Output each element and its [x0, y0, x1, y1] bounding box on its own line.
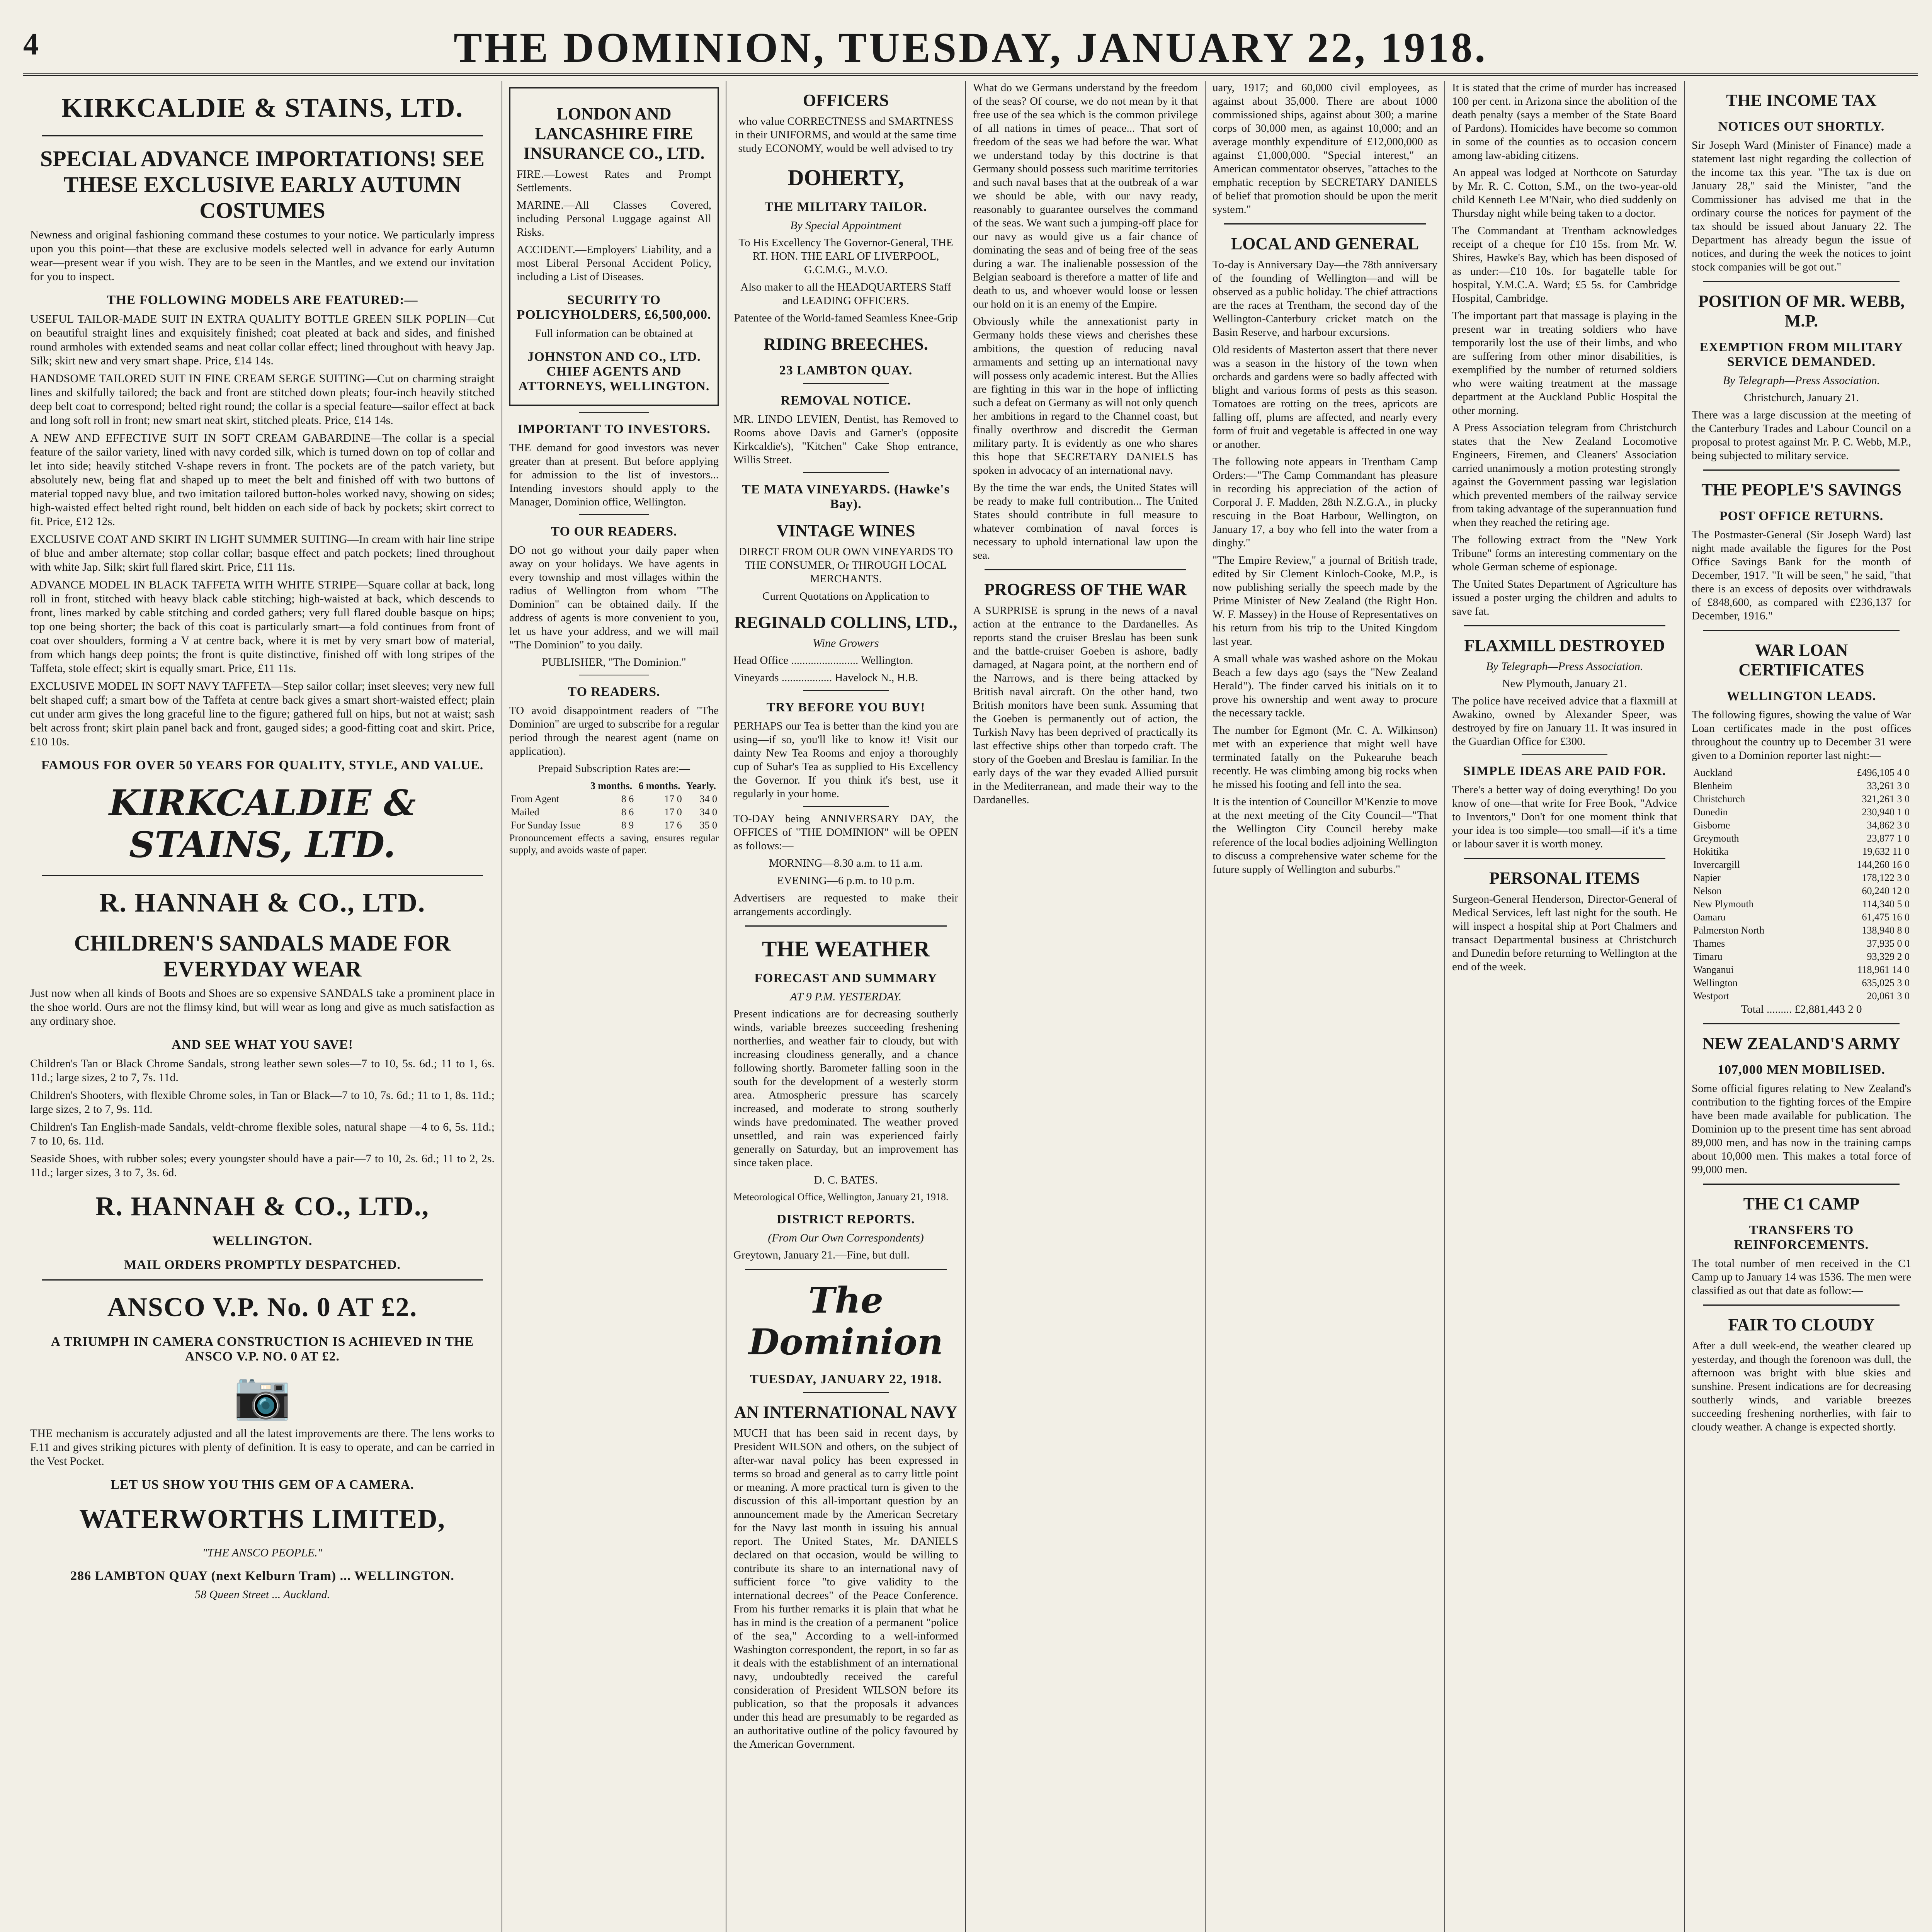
article-byline: By Telegraph—Press Association.	[1723, 374, 1880, 387]
loan-town: Palmerston North	[1693, 925, 1765, 936]
loan-town: Nelson	[1693, 885, 1722, 896]
article-byline: By Telegraph—Press Association.	[1486, 660, 1643, 673]
rates-cell: 34 0	[699, 806, 717, 818]
article-body: The Commandant at Trentham acknowledges receipt of a cheque for £10 15s. from Mr. W. Shires, Hawke's Bay, which has been disposed of as under:—£10 10s. for bagatelle table for hospital, Y.M.C.A. Ward; £5 5s. for Cambridge Hospital, Cambridge.	[1452, 224, 1677, 304]
table-row	[1692, 779, 1911, 793]
loan-value: 230,940 1 0	[1862, 806, 1910, 818]
insurance-line: ACCIDENT.—Employers' Liability, and a most Liberal Personal Accident Policy, including a List of Diseases.	[517, 243, 711, 283]
column-7	[1685, 81, 1918, 1932]
loan-value: 635,025 3 0	[1862, 977, 1910, 988]
article-body: The total number of men received in the C1 Camp up to January 14 was 1536. The men were classified as out that date as follow:—	[1692, 1257, 1911, 1297]
ad-item: EXCLUSIVE COAT AND SKIRT IN LIGHT SUMMER SUITING—In cream with hair line stripe of blue and amber alternate; stop collar collar; basque effect and patch pockets; lined throughout with white Jap. Silk; skirt full flared skirt. Price, £11 11s.	[30, 533, 495, 573]
notice-body: DO not go without your daily paper when away on your holidays. We have agents in every township and most villages within the radius of Wellington from whom "The Dominion" can be obtained daily. If the address of agents is more convenient to you, let us have your address, and we will mail "The Dominion" to you daily.	[509, 544, 719, 651]
ad-mail: MAIL ORDERS PROMPTLY DESPATCHED.	[124, 1258, 401, 1272]
loan-town: Auckland	[1693, 767, 1733, 778]
insurance-name: LONDON AND LANCASHIRE FIRE INSURANCE CO., LTD.	[523, 104, 705, 163]
article-heading: THE C1 CAMP	[1743, 1194, 1860, 1213]
ad-heading: OFFICERS	[803, 91, 889, 110]
ad-brand: REGINALD COLLINS, LTD.,	[734, 613, 957, 632]
article-subheading: NOTICES OUT SHORTLY.	[1718, 119, 1885, 134]
article-body: The important part that massage is playing in the present war in treating soldiers who have temporarily lost the use of their limbs, and who are suffering from other minor disabilities, is exemplified by the number of returned soldiers who were waiting treatment at the massage department at the Auckland Public Hospital the other morning.	[1452, 310, 1677, 417]
divider	[803, 383, 889, 384]
divider	[803, 806, 889, 807]
notice-body: Advertisers are requested to make their arrangements accordingly.	[733, 892, 958, 918]
rates-label: For Sunday Issue	[511, 820, 581, 831]
ad-location: WELLINGTON.	[212, 1234, 313, 1248]
ad-brand: R. HANNAH & CO., LTD.	[99, 888, 426, 918]
article-body: Obviously while the annexationist party in Germany holds these views and cherishes these ambitions, the question of reducing naval armaments and setting up an international navy will possess only academic interest. But the Allies are fighting in this war in the hope of inflicting such a defeat on Germany as will not only quench her ambitions in regard to the Channel coast, but finally overthrow and discredit the German military party. It is evidently as one who shares this hope that SECRETARY DANIELS has spoken in advocacy of an international navy.	[973, 315, 1198, 476]
loan-value: 37,935 0 0	[1867, 938, 1910, 949]
table-row	[509, 819, 719, 832]
article-heading: POSITION OF MR. WEBB, M.P.	[1698, 292, 1905, 330]
section-time: AT 9 P.M. YESTERDAY.	[790, 990, 902, 1003]
article-office: Meteorological Office, Wellington, January 21, 1918.	[733, 1191, 949, 1202]
article-body: What do we Germans understand by the freedom of the seas? Of course, we do not mean by it that free use of the sea which is the common privilege of all nations in times of peace... That sort of freedom of the seas we had before the war. What we understand today by this doctrine is that Germany should possess such maritime territories and such naval bases that at the outbreak of a war we should be able, with our navy ready, reasonably to guarantee ourselves the command of the seas. We want such a jumping-off place for our navy as would give us a fair chance of dominating the seas and of being free of the seas during a war. The inalienable possession of the Belgian seaboard is therefore a matter of life and death to us, and whoever would loose or lessen our hold on it is an enemy of the Empire.	[973, 82, 1198, 310]
article-body: Some official figures relating to New Zealand's contribution to the fighting forces of the Empire have been made available for publication. The Dominion up to the present time has sent abroad 89,000 men, and has now in the training camps about 10,000 men. This makes a total force of 99,000 men.	[1692, 1082, 1911, 1176]
ad-heading: SPECIAL ADVANCE IMPORTATIONS! SEE THESE EXCLUSIVE EARLY AUTUMN COSTUMES	[40, 146, 485, 223]
ad-cta: AND SEE WHAT YOU SAVE!	[172, 1037, 353, 1052]
ad-item: Seaside Shoes, with rubber soles; every youngster should have a pair—7 to 10, 2s. 6d.; 11 to 2, 2s. 11d.; larger sizes, 3 to 7, 3s. 6d.	[30, 1152, 495, 1179]
ad-item: EXCLUSIVE MODEL IN SOFT NAVY TAFFETA—Step sailor collar; inset sleeves; very new full belt shaped cuff; a smart bow of the Taffeta at centre back gives a smart short-waisted effect; plain cut under arm gives the long graceful line to the figure; gathered full on hips, but not at waist; sash belt across front; skirt plain panel back and front, gauged sides; a good-fitting coat and skirt. Price, £10 10s.	[30, 680, 495, 748]
ad-title: ANSCO V.P. No. 0 AT £2.	[107, 1293, 418, 1322]
article-heading: FLAXMILL DESTROYED	[1464, 636, 1665, 655]
article-dateline: Christchurch, January 21.	[1744, 391, 1859, 404]
ad-body: Patentee of the World-famed Seamless Knee-Grip	[734, 312, 958, 324]
article-body: It is the intention of Councillor M'Kenzie to move at the next meeting of the City Council—"That the Wellington City Council hereby make reference of the local bodies adjoining Wellington to discuss a comprehensive water scheme for the future supply of Wellington and suburbs."	[1213, 796, 1437, 876]
loan-town: Dunedin	[1693, 806, 1728, 818]
rates-cell: 17 6	[664, 820, 682, 831]
loan-value: 118,961 14 0	[1857, 964, 1910, 975]
ad-tagline: "THE ANSCO PEOPLE."	[202, 1546, 323, 1559]
rates-table	[509, 779, 719, 832]
rates-col-header: Yearly.	[686, 780, 716, 791]
rates-cell: 8 6	[621, 806, 634, 818]
ad-subheading: Wine Growers	[813, 637, 879, 650]
ad-item: Children's Tan or Black Chrome Sandals, strong leather sewn soles—7 to 10, 5s. 6d.; 11 to 1, 6s. 11d.; large sizes, 2 to 7, 7s. 11d.	[30, 1057, 495, 1084]
loan-value: 321,261 3 0	[1862, 793, 1910, 804]
dominion-date: TUESDAY, JANUARY 22, 1918.	[750, 1372, 942, 1386]
ad-appointment: By Special Appointment	[790, 219, 901, 232]
loan-table	[1692, 766, 1911, 1003]
rates-cell: 8 9	[621, 820, 634, 831]
ad-brand: DOHERTY,	[787, 165, 904, 190]
ad-body: To His Excellency The Governor-General, THE RT. HON. THE EARL OF LIVERPOOL, G.C.M.G., M.V.O.	[738, 236, 953, 276]
column-6	[1445, 81, 1685, 1932]
column-5	[1206, 81, 1445, 1932]
notice-heading: REMOVAL NOTICE.	[781, 393, 911, 408]
table-row	[1692, 819, 1911, 832]
loan-town: Gisborne	[1693, 820, 1730, 831]
loan-value: 33,261 3 0	[1867, 780, 1910, 791]
insurance-line: MARINE.—All Classes Covered, including Personal Luggage against All Risks.	[517, 199, 711, 238]
section-heading: THE WEATHER	[762, 936, 930, 961]
rates-cell: 17 0	[664, 806, 682, 818]
page-number: 4	[23, 27, 39, 61]
ad-brand-repeat: R. HANNAH & CO., LTD.,	[95, 1192, 429, 1221]
article-heading: PROGRESS OF THE WAR	[984, 580, 1187, 599]
divider	[1703, 469, 1900, 471]
loan-value: 23,877 1 0	[1867, 833, 1910, 844]
page-title: THE DOMINION, TUESDAY, JANUARY 22, 1918.	[454, 24, 1488, 71]
article-body: The following extract from the "New York Tribune" forms an interesting commentary on the whole German scheme of espionage.	[1452, 534, 1677, 573]
table-row	[1692, 871, 1911, 884]
ad-subheading: THE MILITARY TAILOR.	[764, 200, 927, 214]
divider	[803, 690, 889, 691]
loan-value: 61,475 16 0	[1862, 912, 1910, 923]
article-heading: PERSONAL ITEMS	[1489, 869, 1640, 888]
ad-line: Vineyards .................. Havelock N., H.B.	[733, 672, 918, 684]
article-body: The following note appears in Trentham Camp Orders:—"The Camp Commandant has pleasure in recording his appreciation of the action of Corporal J. F. Madden, 28th N.Z.G.A., in plucky rescuing in the Boat Harbour, Wellington, on January 17, a boy who fell into the water from a dinghy."	[1213, 456, 1437, 549]
dominion-masthead: The Dominion	[748, 1279, 943, 1363]
rates-label: Mailed	[511, 806, 539, 818]
loan-value: 178,122 3 0	[1862, 872, 1910, 883]
insurance-ad	[509, 87, 719, 406]
rates-label: From Agent	[511, 793, 559, 804]
article-subheading: EXEMPTION FROM MILITARY SERVICE DEMANDED.	[1699, 340, 1903, 369]
insurance-line: FIRE.—Lowest Rates and Prompt Settlements.	[517, 168, 711, 194]
column-3	[726, 81, 966, 1932]
article-body: By the time the war ends, the United States will be ready to make full contribution... The United States should contribute in full measure to whatever combination of naval forces is necessary to uphold international law upon the sea.	[973, 481, 1198, 561]
notice-body: Pronouncement effects a saving, ensures regular supply, and avoids waste of paper.	[509, 832, 719, 855]
notice-heading: TO OUR READERS.	[551, 524, 677, 539]
ad-heading: TE MATA VINEYARDS. (Hawke's Bay).	[742, 482, 950, 511]
article-body: The number for Egmont (Mr. C. A. Wilkinson) met with an experience that might well have terminated fatally on the Pukearuhe beach recently. He was climbing among big rocks when he missed his footing and fell into the sea.	[1213, 724, 1437, 791]
divider	[579, 514, 649, 515]
article-body: "The Empire Review," a journal of British trade, edited by Sir Clement Kinloch-Cooke, M.P., is now publishing serially the speech made by the Prime Minister of New Zealand (the Right Hon. W. F. Massey) in the House of Representatives on his return from his trip to the United Kingdom last year.	[1213, 554, 1437, 648]
divider	[1224, 223, 1426, 224]
divider	[1703, 1023, 1900, 1024]
notice-line: EVENING—6 p.m. to 10 p.m.	[777, 874, 915, 887]
article-body: MUCH that has been said in recent days, by President WILSON and others, on the subject of after-war naval policy has been expressed in terms so broad and general as to carry little point or meaning. A more practical turn is given to the discussion of this all-important question by an announcement made by the American Secretary for the Navy last month in issuing his annual report. The United States, Mr. DANIELS declared on that occasion, would be willing to contribute its share to an international navy of sufficient force "to give validity to the international decrees" of the Peace Conference. From his further remarks it is plain that what he has in mind is the creation of a permanent "police of the sea," According to a well-informed Washington correspondent, the report, in so far as it deals with the establishment of an international navy, undoubtedly received the careful consideration of President WILSON before its publication, so that the proposals it advances under this head are presumably to be regarded as an authoritative outline of the policy favoured by the American Government.	[733, 1427, 958, 1750]
ad-footer: FAMOUS FOR OVER 50 YEARS FOR QUALITY, STYLE, AND VALUE.	[41, 758, 484, 772]
ad-item: Children's Shooters, with flexible Chrome soles, in Tan or Black—7 to 10, 7s. 6d.; 11 to 1, 8s. 11d.; large sizes, 2 to 7, 9s. 11d.	[30, 1089, 495, 1116]
loan-value: 144,260 16 0	[1857, 859, 1910, 870]
table-row	[1692, 976, 1911, 990]
ad-item: A NEW AND EFFECTIVE SUIT IN SOFT CREAM GABARDINE—The collar is a special feature of the sailor variety, lined with navy corded silk, which is turned down on top of collar and let into side; heavily stitched V-shape revers in front. The pockets are of the patch variety, but absolutely new, being flat and shaped up to meet the belt and finished off with two buttons of material topped navy blue, and two imitation tailored button-holes worked navy, showing on sides; high-waisted effect belted right round, belt hidden on each side of back by pockets; skirt correct to fit. Price, £12 12s.	[30, 432, 495, 528]
column-2	[502, 81, 726, 1932]
insurance-info: Full information can be obtained at	[535, 327, 693, 340]
ad-heading: A TRIUMPH IN CAMERA CONSTRUCTION IS ACHIEVED IN THE ANSCO V.P. NO. 0 AT £2.	[51, 1335, 474, 1364]
ad-item: USEFUL TAILOR-MADE SUIT IN EXTRA QUALITY BOTTLE GREEN SILK POPLIN—Cut on beautiful straight lines and exquisitely finished; coat pleated at back and sides, and finished round armholes with extended seams and neat collar collar effect; lined throughout with heavy Jap. Silk; skirt new and very smart shape. Price, £14 14s.	[30, 313, 495, 367]
article-body: uary, 1917; and 60,000 civil employees, as against about 35,000. There are about 1000 commissioned ships, against about 300; a marine corps of 30,000 men, as against 10,000; and an average monthly expenditure of £12,000,000 as against £1,000,000. "Special interest," an American commentator observes, "attaches to the emphatic reception by SECRETARY DANIELS of belief that promotion should be upon the merit system."	[1213, 82, 1437, 216]
loan-town: Oamaru	[1693, 912, 1726, 923]
loan-town: Hokitika	[1693, 846, 1728, 857]
article-heading: LOCAL AND GENERAL	[1231, 234, 1419, 253]
article-body: Present indications are for decreasing southerly winds, variable breezes succeeding freshening northerlies, and weather fair to cloudy, but with increasing cloudiness generally, and a chance following shortly. Barometer falling soon in the south for the development of a westerly storm area. Atmospheric pressure has scarcely increased, and moderate to strong southerly winds have predominated. The weather proved unsettled, and rain was experienced fairly generally on Saturday, but an improvement has since taken place.	[733, 1008, 958, 1169]
article-heading: NEW ZEALAND'S ARMY	[1702, 1034, 1901, 1053]
table-row	[1692, 858, 1911, 871]
table-row	[509, 806, 719, 819]
article-body: The United States Department of Agriculture has issued a poster urging the children and adults to save fat.	[1452, 578, 1677, 617]
loan-town: Napier	[1693, 872, 1721, 883]
divider	[579, 412, 649, 413]
ad-address: 286 LAMBTON QUAY (next Kelburn Tram) ... WELLINGTON.	[70, 1569, 454, 1583]
article-body: An appeal was lodged at Northcote on Saturday by Mr. R. C. Cotton, S.M., on the two-year-old child Kenneth Lee M'Nair, who died suddenly on Thursday night while being taken to a doctor.	[1452, 167, 1677, 219]
loan-value: £496,105 4 0	[1857, 767, 1910, 778]
article-body: A small whale was washed ashore on the Mokau Beach a few days ago (says the "New Zealand Herald"). The finder carved his initials on it to prove his ownership and went away to procure the necessary tackle.	[1213, 653, 1437, 719]
loan-value: 93,329 2 0	[1867, 951, 1910, 962]
ad-subheading: RIDING BREECHES.	[764, 335, 928, 354]
loan-value: 60,240 12 0	[1862, 885, 1910, 896]
divider	[1703, 630, 1900, 631]
article-sign: D. C. BATES.	[814, 1174, 878, 1186]
table-row	[1692, 950, 1911, 963]
loan-total: Total ......... £2,881,443 2 0	[1741, 1003, 1862, 1015]
section-subheading: FORECAST AND SUMMARY	[754, 971, 937, 985]
ad-heading: CHILDREN'S SANDALS MADE FOR EVERYDAY WEAR	[74, 930, 451, 981]
divider	[745, 1269, 947, 1270]
article-subheading: POST OFFICE RETURNS.	[1719, 509, 1884, 523]
article-body: There was a large discussion at the meeting of the Canterbury Trades and Labour Council on a proposal to protest against Mr. P. C. Webb, M.P., being subjected to military service.	[1692, 409, 1911, 462]
loan-town: Greymouth	[1693, 833, 1739, 844]
divider	[1464, 858, 1665, 859]
article-heading: THE INCOME TAX	[1726, 91, 1877, 110]
divider	[803, 472, 889, 473]
ad-cta: LET US SHOW YOU THIS GEM OF A CAMERA.	[111, 1478, 414, 1492]
ad-address: 23 LAMBTON QUAY.	[779, 363, 913, 378]
camera-icon: 📷	[233, 1370, 291, 1421]
ad-body: who value CORRECTNESS and SMARTNESS in their UNIFORMS, and would at the same time study ECONOMY, would be well advised to try	[735, 115, 957, 155]
loan-town: Wanganui	[1693, 964, 1734, 975]
loan-town: Timaru	[1693, 951, 1723, 962]
divider	[42, 1279, 483, 1281]
article-heading: WAR LOAN CERTIFICATES	[1738, 641, 1864, 679]
ad-brand: KIRKCALDIE & STAINS, LTD.	[61, 93, 463, 123]
ad-item: HANDSOME TAILORED SUIT IN FINE CREAM SERGE SUITING—Cut on charming straight lines and skilfully tailored; the back and front are stitched down pleats; four-inch heavily stitched deep belt coat to correspond; belted right round; the collar is a special feature—sailor effect at back and long soft roll in front; new smart neat skirt, stitched pleats. Price, £14 14s.	[30, 372, 495, 427]
ad-brand: VINTAGE WINES	[776, 521, 915, 540]
loan-town: Blenheim	[1693, 780, 1733, 791]
ad-item: Children's Tan English-made Sandals, veldt-chrome flexible soles, natural shape —4 to 6, 5s. 11d.; 7 to 10, 6s. 11d.	[30, 1121, 495, 1147]
article-body: Old residents of Masterton assert that there never was a season in the history of the town when orchards and gardens were so badly affected with blight and various forms of pests as this season. Tomatoes are rotting on the trees, apricots are falling off, plums are affected, and nearly every form of fruit and vegetable is affected in one way or another.	[1213, 344, 1437, 451]
article-subheading: WELLINGTON LEADS.	[1726, 689, 1876, 703]
article-body: The police have received advice that a flaxmill at Awakino, owned by Alexander Speer, was destroyed by fire on January 11. It was insured in the Guardian Office for £300.	[1452, 695, 1677, 748]
ad-body: There's a better way of doing everything! Do you know of one—that write for Free Book, "Advice to Inventors," Don't for one moment think that your idea is too simple—too small—if it's a time or labour saver it is worth money.	[1452, 784, 1677, 850]
ad-item: ADVANCE MODEL IN BLACK TAFFETA WITH WHITE STRIPE—Square collar at back, long roll in front, stitched with heavy black cable stitching; high-waisted at back, which descends to front, lines marked by cable stitching and corded gathers; very full flared double basque on hips; top one being shorter; the back of this coat is particularly smart—a fold continues from front of coat over shoulders, forming a V at centre back, where it is met by very smart bow of material, from which hangs deep points; the front is quite distinctive, finished off with long stripes of the Taffeta, stole effect; skirt is equally smart. Price, £11 11s.	[30, 578, 495, 675]
divider	[803, 1392, 889, 1393]
loan-value: 19,632 11 0	[1862, 846, 1910, 857]
divider	[985, 569, 1186, 570]
ad-body: Also maker to all the HEADQUARTERS Staff and LEADING OFFICERS.	[740, 281, 951, 307]
ad-body: THE mechanism is accurately adjusted and all the latest improvements are there. The lens works to F.11 and gives striking pictures with plenty of definition. It is easy to operate, and can be carried in the Vest Pocket.	[30, 1427, 495, 1468]
article-body: A Press Association telegram from Christchurch states that the New Zealand Locomotive Engineers, Firemen, and Cleaners' Association carried unanimously a motion protesting strongly against the Government passing war legislation which prevented members of the railway service from taking advantage of the superannuation fund when they reached the retiring age.	[1452, 422, 1677, 529]
ad-body: DIRECT FROM OUR OWN VINEYARDS TO THE CONSUMER, Or THROUGH LOCAL MERCHANTS.	[738, 546, 953, 585]
article-body: It is stated that the crime of murder has increased 100 per cent. in Arizona since the abolition of the death penalty (says a member of the State Board of Pardons). Homicides have become so common in some of the counties as to occasion concern among law-abiding citizens.	[1452, 82, 1677, 162]
divider	[1522, 754, 1607, 755]
article-body: The Postmaster-General (Sir Joseph Ward) last night made available the figures for the Post Office Savings Bank for the month of December, 1917. "It will be seen," he said, "that there is an excess of deposits over withdrawals of £848,600, as compared with £236,137 for December, 1916."	[1692, 529, 1911, 622]
ad-heading: SIMPLE IDEAS ARE PAID FOR.	[1463, 764, 1666, 778]
table-row	[1692, 937, 1911, 950]
table-row	[1692, 898, 1911, 911]
rates-heading: Prepaid Subscription Rates are:—	[538, 762, 690, 775]
masthead	[23, 15, 1918, 76]
notice-body: TO avoid disappointment readers of "The Dominion" are urged to subscribe for a regular period through the nearest agent (name on application).	[509, 704, 719, 757]
loan-value: 20,061 3 0	[1867, 990, 1910, 1002]
notice-body: MR. LINDO LEVIEN, Dentist, has Removed to Rooms above Davis and Garner's (opposite Kirkcaldie's), "Kitchen" Cake Shop entrance, Willis Street.	[733, 413, 958, 466]
columns	[23, 81, 1918, 1932]
ad-brand: WATERWORTHS LIMITED,	[79, 1504, 446, 1534]
divider	[745, 925, 947, 927]
section-subheading: DISTRICT REPORTS.	[777, 1212, 915, 1226]
rates-cell: 35 0	[699, 820, 717, 831]
notice-sign: PUBLISHER, "The Dominion."	[542, 656, 686, 668]
notice-heading: TO READERS.	[568, 685, 660, 699]
article-subheading: TRANSFERS TO REINFORCEMENTS.	[1734, 1223, 1869, 1252]
loan-town: Thames	[1693, 938, 1725, 949]
loan-town: New Plymouth	[1693, 898, 1754, 910]
rates-col-header: 3 months.	[590, 780, 633, 791]
table-row	[1692, 911, 1911, 924]
table-row	[1692, 963, 1911, 976]
ad-subheading: THE FOLLOWING MODELS ARE FEATURED:—	[107, 293, 418, 307]
article-subheading: 107,000 MEN MOBILISED.	[1718, 1063, 1885, 1077]
loan-town: Westport	[1693, 990, 1730, 1002]
ad-intro: Just now when all kinds of Boots and Shoes are so expensive SANDALS take a prominent place in the shoe world. Ours are not the flimsy kind, but will wear as long and give as much satisfaction as any ordinary shoe.	[30, 987, 495, 1027]
table-row	[1692, 990, 1911, 1003]
article-dateline: New Plymouth, January 21.	[1502, 677, 1627, 690]
rates-col-header: 6 months.	[638, 780, 680, 791]
divider	[1703, 281, 1900, 282]
article-body: To-day is Anniversary Day—the 78th anniversary of the founding of Wellington—and will be observed as a public holiday. The chief attractions are the races at Trentham, the second day of the Wellington-Canterbury cricket match on the Basin Reserve, and harbour excursions.	[1213, 259, 1437, 338]
ad-heading: TRY BEFORE YOU BUY!	[766, 700, 925, 714]
notice-heading: IMPORTANT TO INVESTORS.	[517, 422, 711, 436]
divider	[1464, 625, 1665, 626]
table-row	[1692, 884, 1911, 898]
table-row	[1692, 806, 1911, 819]
article-heading: AN INTERNATIONAL NAVY	[734, 1403, 957, 1422]
notice-body: TO-DAY being ANNIVERSARY DAY, the OFFICES of "THE DOMINION" will be OPEN as follows:—	[733, 813, 958, 852]
loan-value: 34,862 3 0	[1867, 820, 1910, 831]
ad-body: Current Quotations on Application to	[762, 590, 929, 602]
section-byline: (From Our Own Correspondents)	[768, 1231, 924, 1244]
insurance-security: SECURITY TO POLICYHOLDERS, £6,500,000.	[517, 293, 711, 322]
rates-cell: 34 0	[699, 793, 717, 804]
article-body: A SURPRISE is sprung in the news of a naval action at the entrance to the Dardanelles. As reports stand the cruiser Breslau has been sunk and the battle-cruiser Goeben is ashore, badly damaged, at Nagara point, at the northern end of the Narrows, and is there being attacked by British naval aircraft. On the other hand, two British monitors have been sunk. Assuming that the Goeben is permanently out of action, the Turkish Navy has been deprived of practically its last effective ships other than torpedo craft. The story of the Goeben and Breslau is familiar. In the early days of the war they evaded Allied pursuit in the Mediterranean, and made their way to the Dardanelles.	[973, 604, 1198, 806]
article-heading: THE PEOPLE'S SAVINGS	[1701, 480, 1901, 499]
loan-town: Invercargill	[1693, 859, 1740, 870]
divider	[42, 135, 483, 136]
column-1	[23, 81, 502, 1932]
loan-value: 114,340 5 0	[1862, 898, 1910, 910]
ad-intro: Newness and original fashioning command these costumes to your notice. We particularly impress upon you this point—that these are exclusive models selected well in advance for early Autumn wear—present wear if you wish. They are to be seen in the Mantles, and we extend our invitation for you to inspect.	[30, 228, 495, 283]
table-row	[1692, 832, 1911, 845]
divider	[42, 875, 483, 876]
article-heading: FAIR TO CLOUDY	[1728, 1315, 1875, 1334]
table-row	[1692, 766, 1911, 779]
rates-cell: 8 6	[621, 793, 634, 804]
loan-town: Christchurch	[1693, 793, 1745, 804]
table-row	[1692, 793, 1911, 806]
notice-body: THE demand for good investors was never greater than at present. But before applying for admission to the list of investors... Intending investors should apply to the Manager, Dominion office, Wellington.	[509, 442, 719, 508]
article-body: Greytown, January 21.—Fine, but dull.	[733, 1249, 910, 1261]
article-body: After a dull week-end, the weather cleared up yesterday, and though the forenoon was dull, the afternoon was bright with blue skies and sunshine. Present indications are for decreasing southerly winds, and variable breezes succeeding freshening northerlies, with fair to cloudy weather. A change is expected shortly.	[1692, 1340, 1911, 1433]
notice-line: MORNING—8.30 a.m. to 11 a.m.	[769, 857, 923, 869]
ad-brand-repeat: KIRKCALDIE & STAINS, LTD.	[109, 782, 416, 866]
article-body: Surgeon-General Henderson, Director-General of Medical Services, left last night for the south. He will inspect a hospital ship at Port Chalmers and transact Departmental business at Christchurch and Dunedin before returning to Wellington at the end of the week.	[1452, 893, 1677, 973]
article-body: The following figures, showing the value of War Loan certificates made in the post offices throughout the country up to December 31 were given to a Dominion reporter last night:—	[1692, 709, 1911, 762]
ad-line: Head Office ........................ Wellington.	[733, 654, 913, 667]
table-row	[509, 793, 719, 806]
divider	[1703, 1304, 1900, 1306]
loan-town: Wellington	[1693, 977, 1738, 988]
rates-col-header	[509, 779, 587, 793]
table-row	[1692, 845, 1911, 858]
loan-value: 138,940 8 0	[1862, 925, 1910, 936]
ad-body: PERHAPS our Tea is better than the kind you are using—if so, you'll like to know it! Visit our dainty New Tea Rooms and enjoy a thoroughly cup of Suhar's Tea as supplied to His Excellency the Governor. If you think it's best, use it regularly in your home.	[733, 720, 958, 800]
column-4	[966, 81, 1206, 1932]
rates-cell: 17 0	[664, 793, 682, 804]
table-row	[1692, 924, 1911, 937]
article-body: Sir Joseph Ward (Minister of Finance) made a statement last night regarding the collection of the income tax this year. "The tax is due on January 28," said the Minister, "and the Commissioner has advised me that in the ordinary course the notices for payment of the tax should be issued about January 22. The Department has already begun the issue of notices, and during the week the notices to joint stock companies will be got out."	[1692, 139, 1911, 273]
divider	[1703, 1184, 1900, 1185]
insurance-agents: JOHNSTON AND CO., LTD. CHIEF AGENTS AND ATTORNEYS, WELLINGTON.	[518, 350, 710, 393]
ad-address: 58 Queen Street ... Auckland.	[195, 1588, 330, 1601]
